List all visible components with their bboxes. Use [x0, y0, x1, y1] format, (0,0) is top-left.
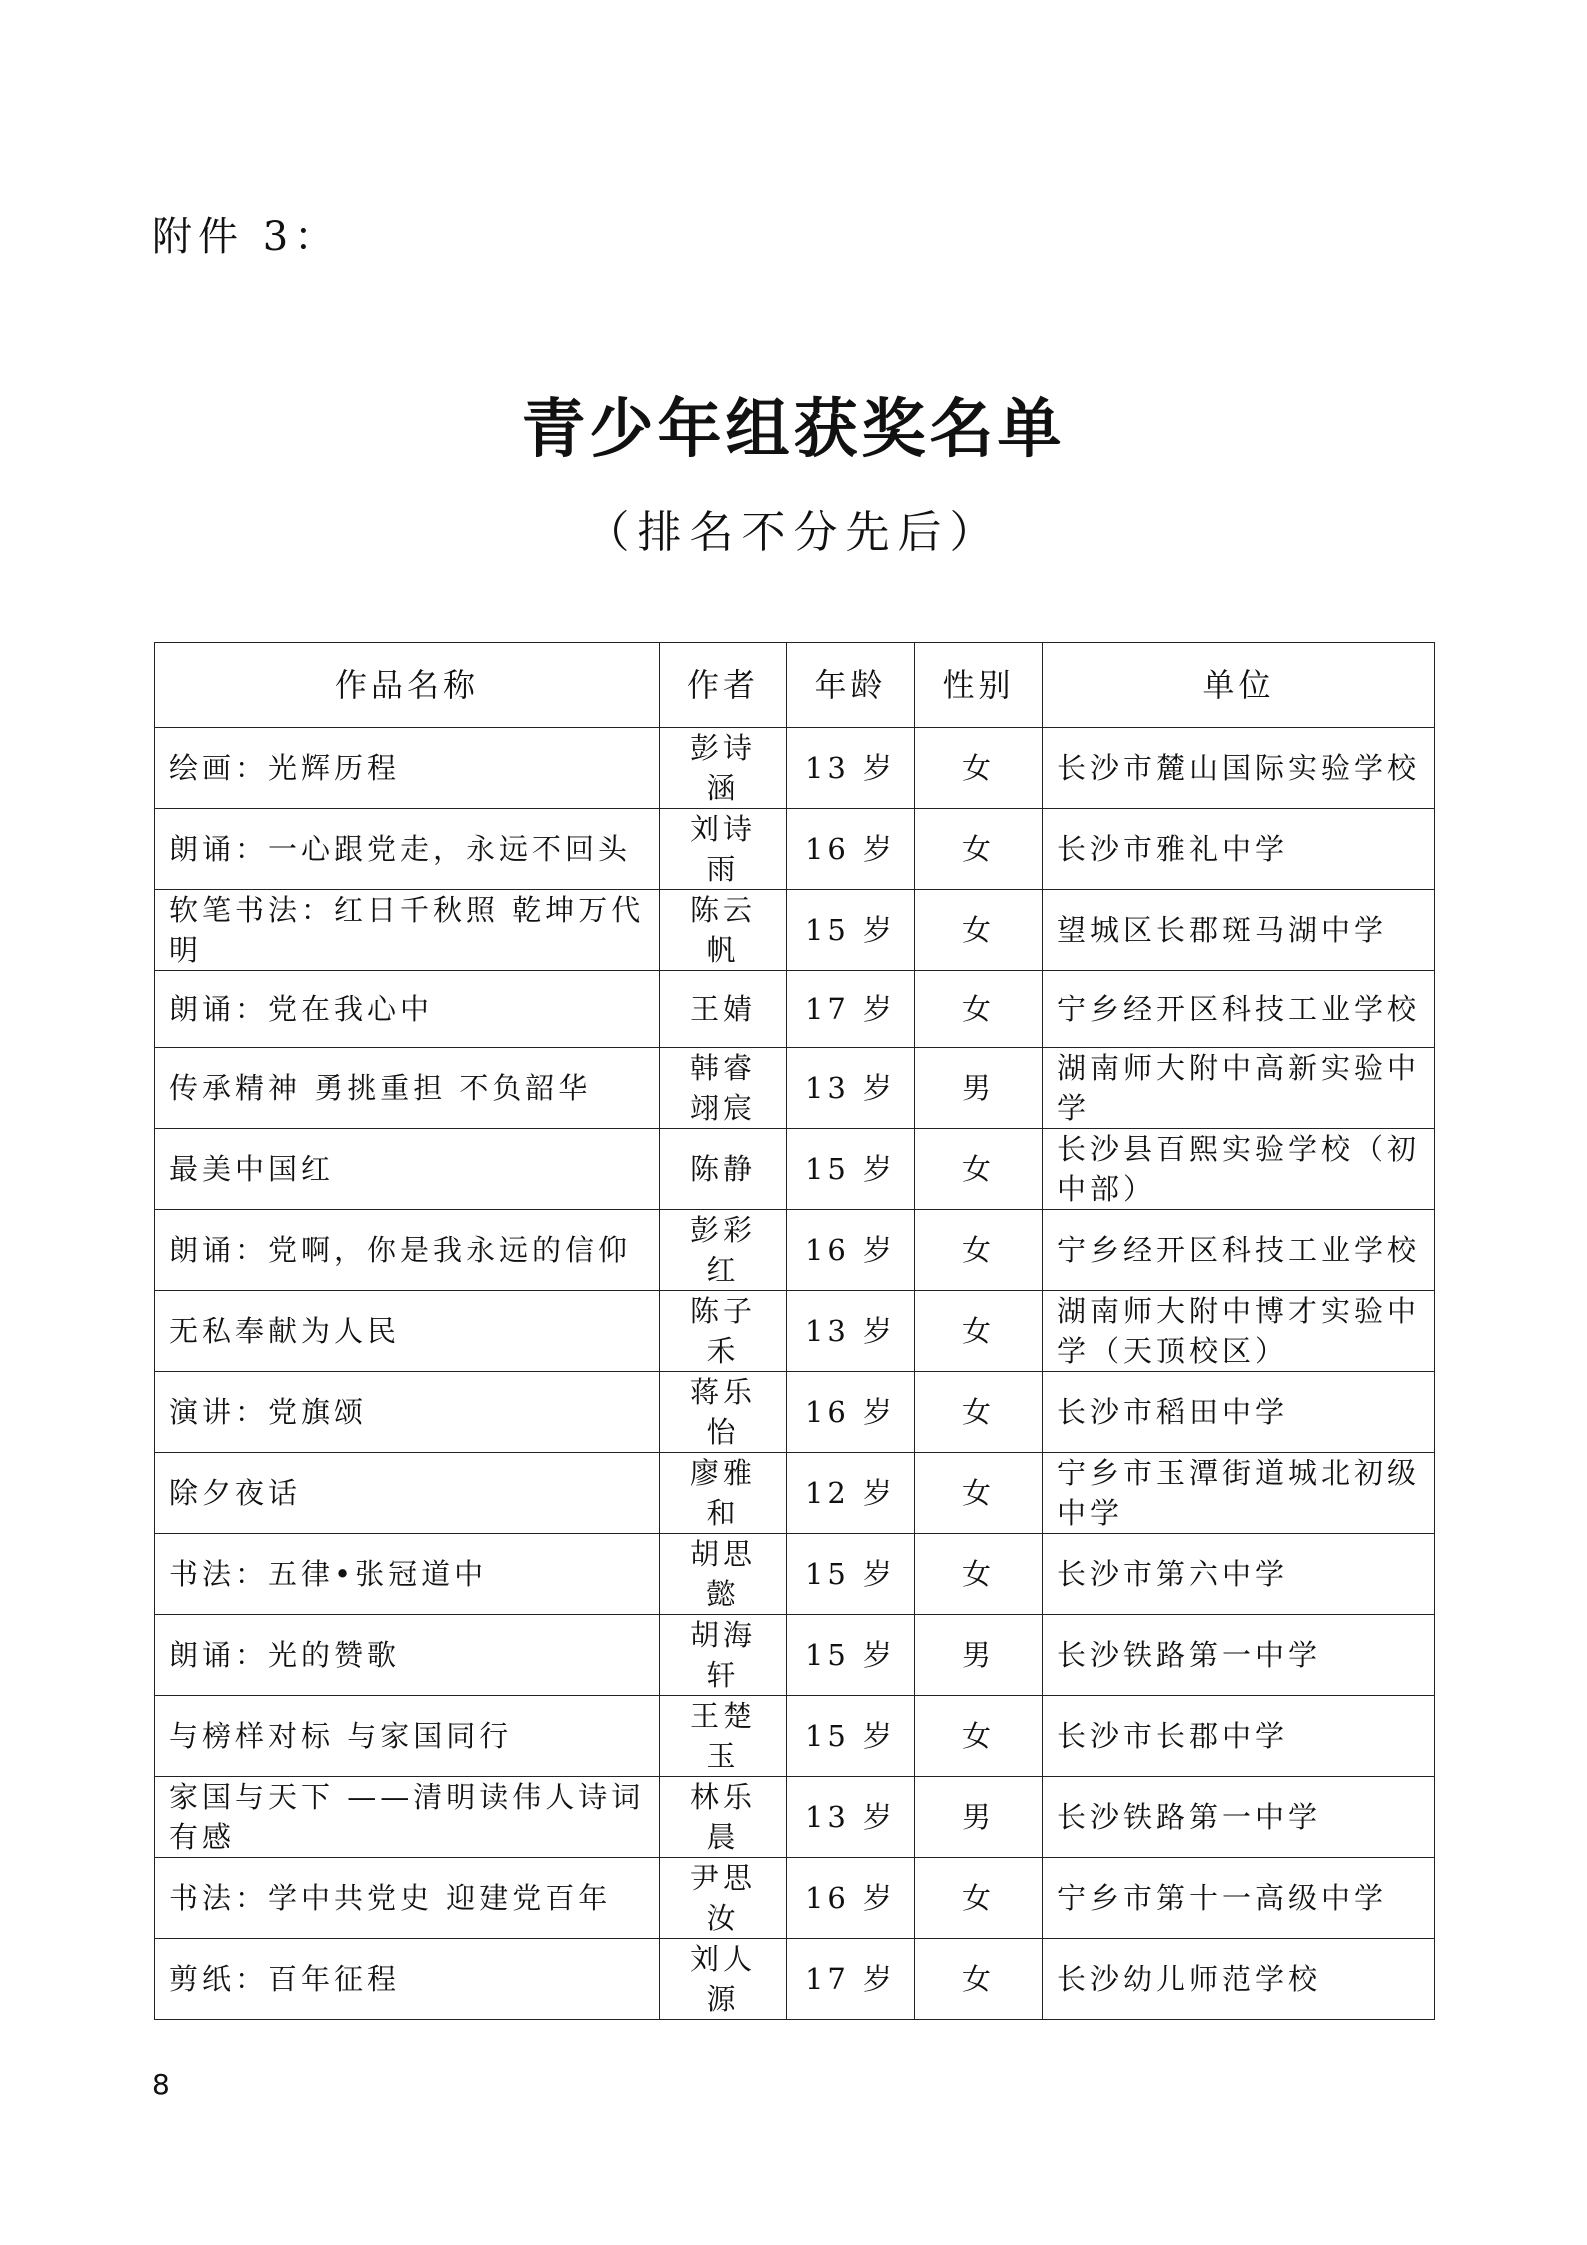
cell-gender: 女: [915, 1696, 1043, 1777]
cell-author: 蒋乐怡: [660, 1372, 787, 1453]
cell-unit: 湖南师大附中高新实验中学: [1043, 1048, 1435, 1129]
cell-age: 13 岁: [787, 728, 915, 809]
cell-gender: 女: [915, 1291, 1043, 1372]
cell-author: 刘人源: [660, 1939, 787, 2020]
cell-age: 13 岁: [787, 1291, 915, 1372]
cell-age: 16 岁: [787, 809, 915, 890]
cell-work: 朗诵：党在我心中: [155, 971, 660, 1048]
cell-work: 演讲：党旗颂: [155, 1372, 660, 1453]
table-row: [155, 1048, 1435, 1129]
cell-unit: 宁乡市第十一高级中学: [1043, 1858, 1435, 1939]
cell-author: 林乐晨: [660, 1777, 787, 1858]
cell-age: 15 岁: [787, 1615, 915, 1696]
cell-work: 传承精神 勇挑重担 不负韶华: [155, 1048, 660, 1129]
header-gender: 性别: [915, 643, 1043, 728]
cell-work: 朗诵：党啊，你是我永远的信仰: [155, 1210, 660, 1291]
cell-gender: 女: [915, 890, 1043, 971]
cell-work: 朗诵：一心跟党走，永远不回头: [155, 809, 660, 890]
table-row: [155, 1372, 1435, 1453]
awards-table: [154, 642, 1435, 2020]
table-row: [155, 1291, 1435, 1372]
cell-age: 16 岁: [787, 1858, 915, 1939]
cell-unit: 湖南师大附中博才实验中学（天顶校区）: [1043, 1291, 1435, 1372]
table-row: [155, 809, 1435, 890]
cell-age: 13 岁: [787, 1777, 915, 1858]
table-row: [155, 971, 1435, 1048]
cell-gender: 女: [915, 728, 1043, 809]
cell-work: 除夕夜话: [155, 1453, 660, 1534]
table-row: [155, 1696, 1435, 1777]
cell-gender: 女: [915, 1858, 1043, 1939]
cell-author: 彭诗涵: [660, 728, 787, 809]
cell-gender: 女: [915, 1939, 1043, 2020]
cell-work: 剪纸：百年征程: [155, 1939, 660, 2020]
cell-work: 与榜样对标 与家国同行: [155, 1696, 660, 1777]
cell-unit: 望城区长郡斑马湖中学: [1043, 890, 1435, 971]
cell-author: 刘诗雨: [660, 809, 787, 890]
table-row: [155, 1939, 1435, 2020]
table-row: [155, 1615, 1435, 1696]
table-row: [155, 1210, 1435, 1291]
cell-gender: 女: [915, 1210, 1043, 1291]
cell-author: 尹思汝: [660, 1858, 787, 1939]
cell-unit: 宁乡经开区科技工业学校: [1043, 971, 1435, 1048]
cell-author: 王楚玉: [660, 1696, 787, 1777]
cell-age: 15 岁: [787, 1696, 915, 1777]
cell-gender: 女: [915, 1129, 1043, 1210]
cell-age: 15 岁: [787, 1534, 915, 1615]
cell-gender: 女: [915, 1372, 1043, 1453]
table-row: [155, 1777, 1435, 1858]
page-subtitle: （排名不分先后）: [585, 507, 1002, 558]
cell-unit: 宁乡市玉潭街道城北初级中学: [1043, 1453, 1435, 1534]
header-row: [155, 643, 1435, 728]
cell-unit: 长沙市麓山国际实验学校: [1043, 728, 1435, 809]
attachment-label: 附件 3：: [152, 214, 341, 260]
cell-unit: 长沙幼儿师范学校: [1043, 1939, 1435, 2020]
table-body: [155, 728, 1435, 2020]
cell-work: 家国与天下 ——清明读伟人诗词有感: [155, 1777, 660, 1858]
cell-age: 16 岁: [787, 1372, 915, 1453]
cell-work: 书法：五律•张冠道中: [155, 1534, 660, 1615]
cell-author: 陈静: [660, 1129, 787, 1210]
table-header: [155, 643, 1435, 728]
table-row: [155, 1858, 1435, 1939]
header-work: 作品名称: [155, 643, 660, 728]
header-unit: 单位: [1043, 643, 1435, 728]
header-age: 年龄: [787, 643, 915, 728]
cell-age: 15 岁: [787, 890, 915, 971]
cell-unit: 长沙市第六中学: [1043, 1534, 1435, 1615]
page-number: 8: [152, 2068, 170, 2101]
table-row: [155, 1534, 1435, 1615]
cell-age: 12 岁: [787, 1453, 915, 1534]
page-title: 青少年组获奖名单: [521, 392, 1066, 467]
table-row: [155, 890, 1435, 971]
cell-age: 17 岁: [787, 1939, 915, 2020]
cell-author: 陈子禾: [660, 1291, 787, 1372]
cell-age: 15 岁: [787, 1129, 915, 1210]
cell-unit: 长沙市稻田中学: [1043, 1372, 1435, 1453]
cell-age: 16 岁: [787, 1210, 915, 1291]
table-row: [155, 1129, 1435, 1210]
cell-author: 彭彩红: [660, 1210, 787, 1291]
table-row: [155, 728, 1435, 809]
cell-unit: 宁乡经开区科技工业学校: [1043, 1210, 1435, 1291]
cell-author: 王婧: [660, 971, 787, 1048]
cell-work: 朗诵：光的赞歌: [155, 1615, 660, 1696]
cell-author: 陈云帆: [660, 890, 787, 971]
cell-age: 13 岁: [787, 1048, 915, 1129]
cell-unit: 长沙县百熙实验学校（初中部）: [1043, 1129, 1435, 1210]
cell-gender: 男: [915, 1048, 1043, 1129]
cell-work: 软笔书法：红日千秋照 乾坤万代明: [155, 890, 660, 971]
cell-work: 书法：学中共党史 迎建党百年: [155, 1858, 660, 1939]
cell-author: 胡海轩: [660, 1615, 787, 1696]
cell-age: 17 岁: [787, 971, 915, 1048]
cell-unit: 长沙铁路第一中学: [1043, 1777, 1435, 1858]
cell-author: 廖雅和: [660, 1453, 787, 1534]
cell-gender: 女: [915, 1453, 1043, 1534]
cell-unit: 长沙市长郡中学: [1043, 1696, 1435, 1777]
cell-gender: 女: [915, 1534, 1043, 1615]
header-author: 作者: [660, 643, 787, 728]
cell-work: 最美中国红: [155, 1129, 660, 1210]
cell-gender: 女: [915, 971, 1043, 1048]
cell-gender: 男: [915, 1615, 1043, 1696]
cell-unit: 长沙市雅礼中学: [1043, 809, 1435, 890]
cell-author: 胡思懿: [660, 1534, 787, 1615]
cell-work: 绘画：光辉历程: [155, 728, 660, 809]
cell-gender: 男: [915, 1777, 1043, 1858]
cell-gender: 女: [915, 809, 1043, 890]
table-row: [155, 1453, 1435, 1534]
cell-author: 韩睿翊宸: [660, 1048, 787, 1129]
cell-unit: 长沙铁路第一中学: [1043, 1615, 1435, 1696]
cell-work: 无私奉献为人民: [155, 1291, 660, 1372]
